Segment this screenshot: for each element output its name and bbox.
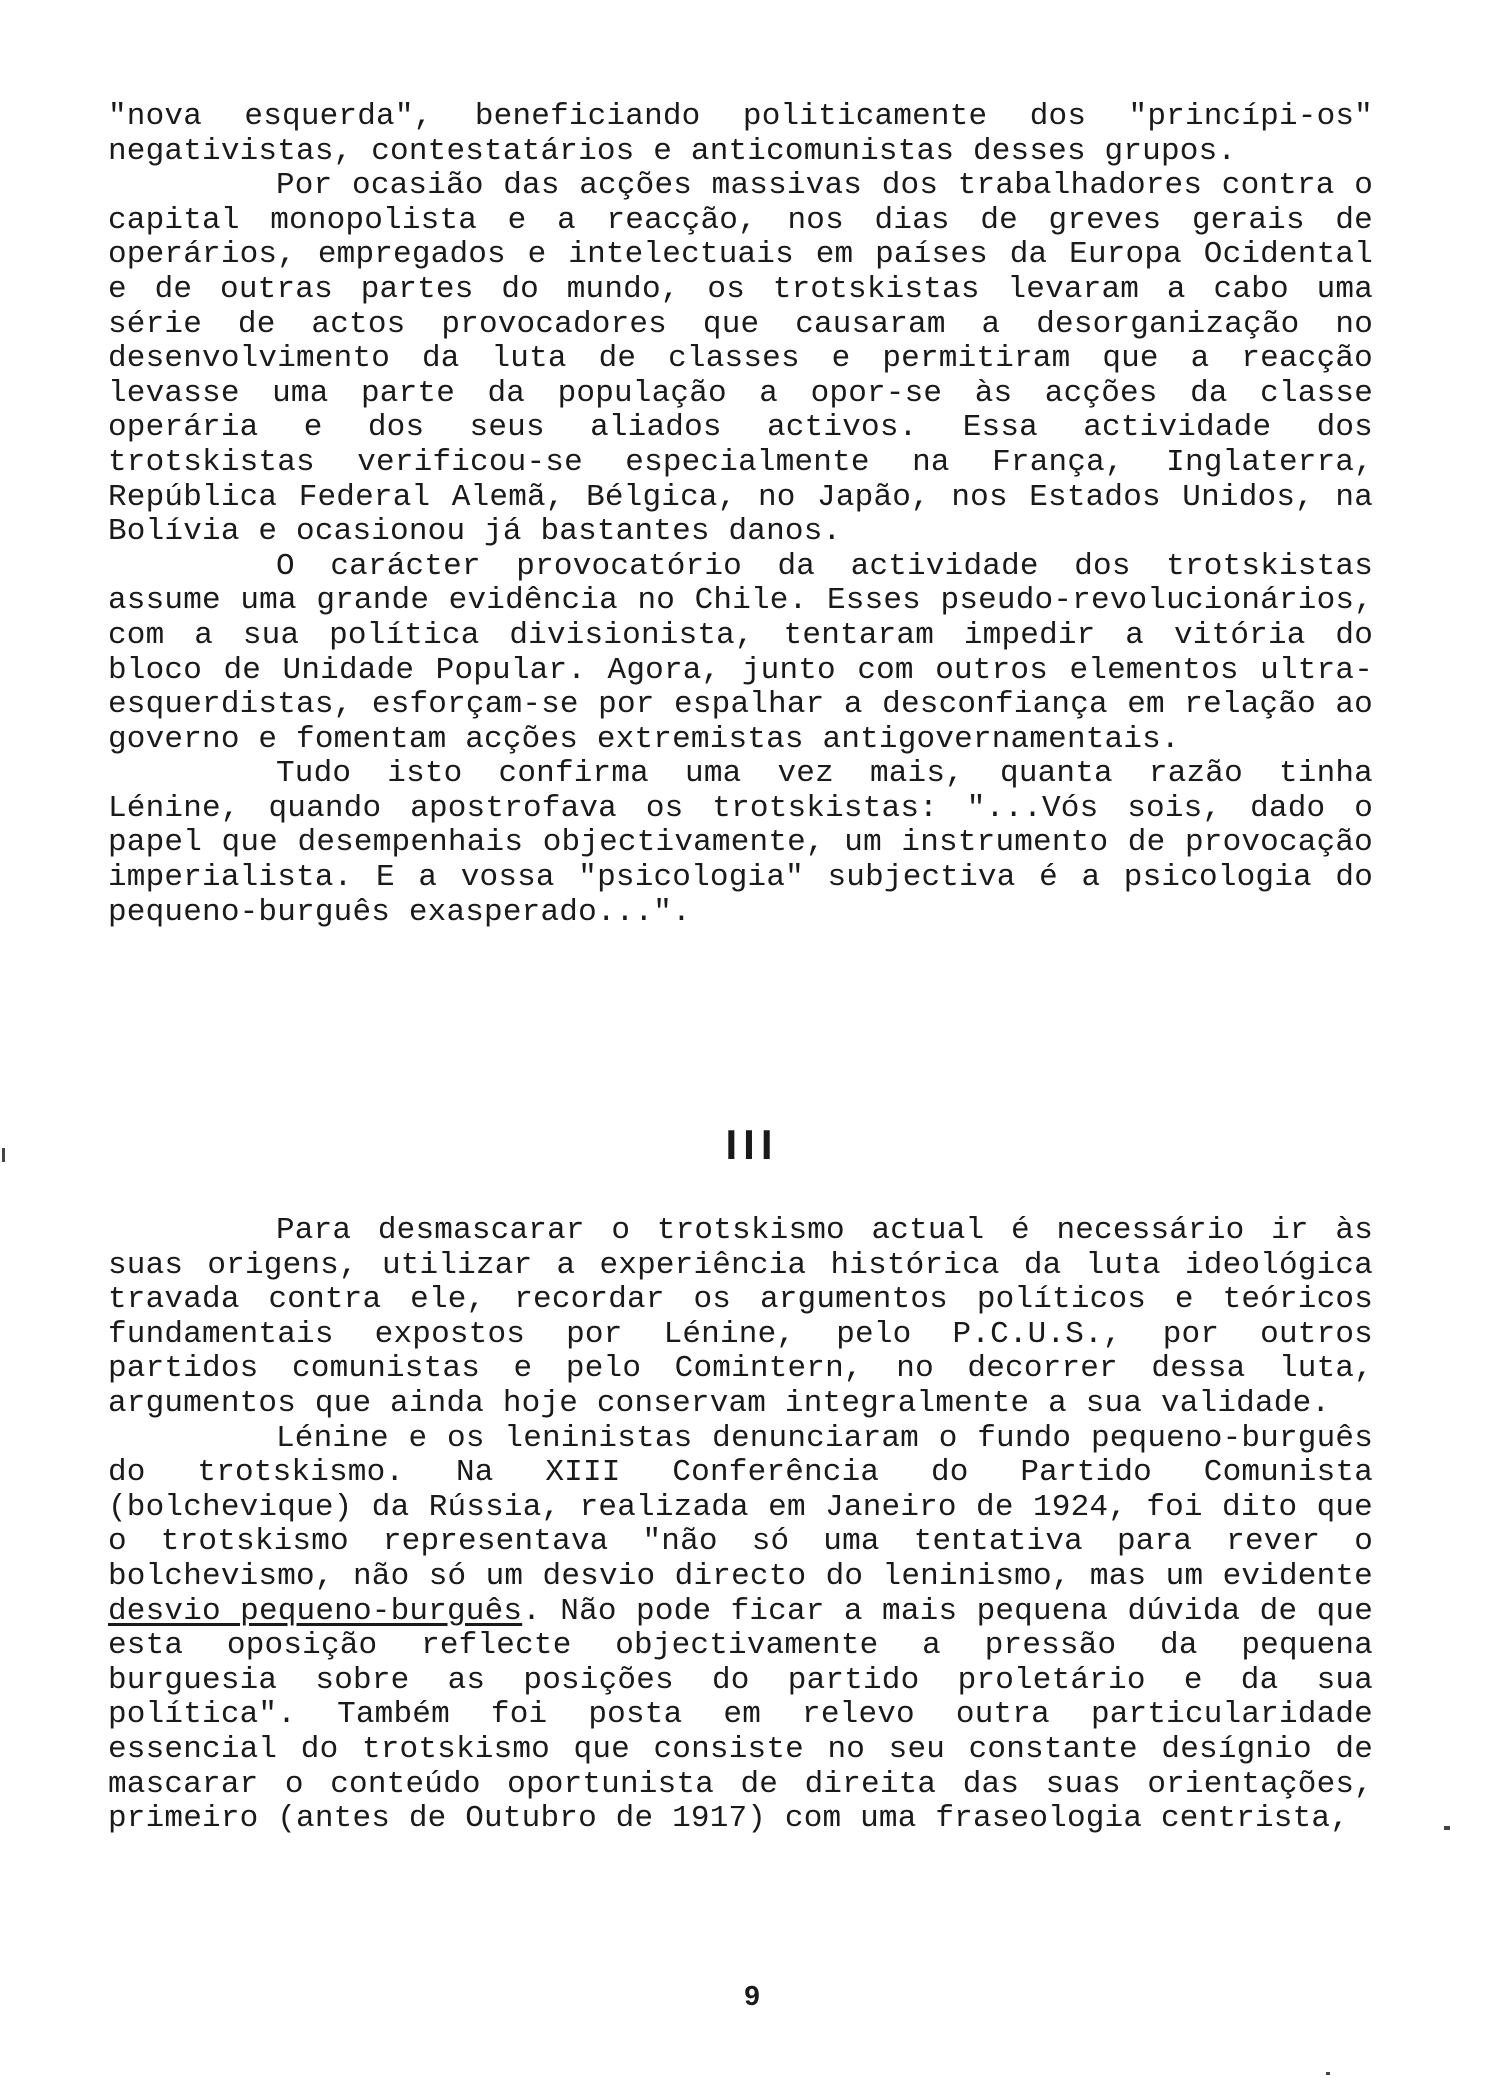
paragraph-6-start: Lénine e os leninistas denunciaram o fundo pequeno-burguês do trotskismo. Na XIII Conferência do Partido Comunista (bolchevique) da Rússia, realizada em Janeiro de 1924, foi dito que o trotskismo representava "não só uma tentativa para rever o bolchevismo, não só um desvio directo do leninismo, mas um evidente bbox=[108, 1420, 1373, 1594]
paragraph-5: Para desmascarar o trotskismo actual é necessário ir às suas origens, utilizar a experiência histórica da luta ideológica travada contra ele, recordar os argumentos políticos e teóricos fundamentais expostos por Lénine, pelo P.C.U.S., por outros partidos comunistas e pelo Comintern, no decorrer dessa luta, argumentos que ainda hoje conservam integralmente a sua validade. bbox=[108, 1213, 1373, 1421]
paragraph-6 bbox=[108, 1422, 1373, 1837]
paragraph-6-end: . Não pode ficar a mais pequena dúvida de que esta oposição reflecte objectivamente a pressão da pequena burguesia sobre as posições do partido proletário e da sua política". Também foi posta em relevo outra particularidade essencial do trotskismo que consiste no seu constante desígnio de mascarar o conteúdo oportunista de direita das suas orientações, primeiro (antes de Outubro de 1917) com uma fraseologia centrista, bbox=[108, 1593, 1373, 1837]
section-1-text bbox=[108, 100, 1373, 930]
scan-speck bbox=[1326, 2072, 1330, 2075]
scan-speck bbox=[1444, 1826, 1450, 1830]
scan-speck bbox=[2, 1148, 5, 1162]
paragraph-2: Por ocasião das acções massivas dos trabalhadores contra o capital monopolista e a reacção, nos dias de greves gerais de operários, empregados e intelectuais em países da Europa Ocidental e de outras partes do mundo, os trotskistas levaram a cabo uma série de actos provocadores que causaram a desorganização no desenvolvimento da luta de classes e permitiram que a reacção levasse uma parte da população a opor-se às acções da classe operária e dos seus aliados activos. Essa actividade dos trotskistas verificou-se especialmente na França, Inglaterra, República Federal Alemã, Bélgica, no Japão, nos Estados Unidos, na Bolívia e ocasionou já bastantes danos. bbox=[108, 168, 1373, 550]
section-2-text bbox=[108, 1214, 1373, 1837]
section-heading: III bbox=[725, 1121, 779, 1168]
paragraph-4: Tudo isto confirma uma vez mais, quanta razão tinha Lénine, quando apostrofava os trotskistas: "...Vós sois, dado o papel que desempenhais objectivamente, um instrumento de provocação imperialista. E a vossa "psicologia" subjectiva é a psicologia do pequeno-burguês exasperado...". bbox=[108, 756, 1373, 930]
underlined-phrase: desvio pequeno-burguês bbox=[108, 1593, 523, 1629]
paragraph-1: "nova esquerda", beneficiando politicamente dos "princípi-os" negativistas, contestatários e anticomunistas desses grupos. bbox=[108, 99, 1373, 169]
page-number: 9 bbox=[744, 1980, 760, 2011]
paragraph-3: O carácter provocatório da actividade dos trotskistas assume uma grande evidência no Chile. Esses pseudo-revolucionários, com a sua política divisionista, tentaram impedir a vitória do bloco de Unidade Popular. Agora, junto com outros elementos ultra-esquerdistas, esforçam-se por espalhar a desconfiança em relação ao governo e fomentam acções extremistas antigovernamentais. bbox=[108, 548, 1373, 757]
